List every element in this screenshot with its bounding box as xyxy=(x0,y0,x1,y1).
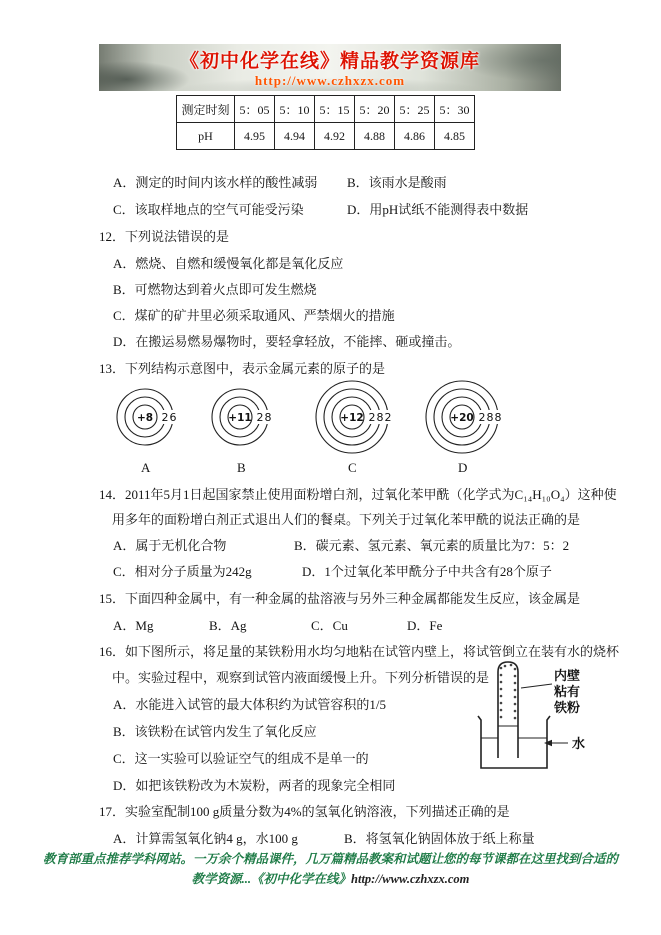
svg-text:8: 8 xyxy=(486,411,494,424)
time-cell: 5：30 xyxy=(435,96,475,123)
svg-text:+11: +11 xyxy=(228,412,252,424)
svg-text:8: 8 xyxy=(264,411,272,424)
time-cell: 5：20 xyxy=(355,96,395,123)
site-banner xyxy=(99,44,561,91)
table-header-ph: pH xyxy=(177,123,235,150)
q14-option-d: D．1个过氧化苯甲酰分子中共含有28个原子 xyxy=(302,564,552,579)
svg-text:+8: +8 xyxy=(136,412,154,424)
q14-option-a: A．属于无机化合物 xyxy=(113,538,227,553)
q11-option-b: B．该雨水是酸雨 xyxy=(347,175,447,190)
q14-option-b: B．碳元素、氢元素、氧元素的质量比为7：5：2 xyxy=(294,538,570,553)
q16-stem-line2: 中。实验过程中，观察到试管内液面缓慢上升。下列分析错误的是 xyxy=(112,670,490,685)
svg-text:6: 6 xyxy=(169,411,177,424)
atom-diagram-a xyxy=(117,389,178,445)
table-header-time: 测定时刻 xyxy=(177,96,235,123)
q14-stem-line2: 用多年的面粉增白剂正式退出人们的餐桌。下列关于过氧化苯甲酰的说法正确的是 xyxy=(112,512,581,527)
atom-label-a: A xyxy=(141,460,151,475)
time-cell: 5：10 xyxy=(275,96,315,123)
q12-option-a: A．燃烧、自燃和缓慢氧化都是氧化反应 xyxy=(113,256,344,271)
time-cell: 5：05 xyxy=(235,96,275,123)
q16-option-d: D．如把该铁粉改为木炭粉，两者的现象完全相同 xyxy=(113,778,396,793)
q11-option-c: C．该取样地点的空气可能受污染 xyxy=(113,202,304,217)
q17-option-a: A．计算需氢氧化钠4 g，水100 g xyxy=(113,831,298,846)
atom-label-c: C xyxy=(348,460,357,475)
water-label-callout xyxy=(544,736,585,751)
banner-url-link[interactable]: http://www.czhxzx.com xyxy=(254,73,406,88)
wall-label-line3: 铁粉 xyxy=(554,700,581,715)
svg-text:2: 2 xyxy=(256,411,264,424)
water-label: 水 xyxy=(572,736,586,751)
banner-title: 《初中化学在线》精品教学资源库 xyxy=(179,51,480,72)
q12-option-d: D．在搬运易燃易爆物时，要轻拿轻放，不能摔、砸或撞击。 xyxy=(113,334,461,349)
q12-option-b: B．可燃物达到着火点即可发生燃烧 xyxy=(113,282,317,297)
q15-option-b: B．Ag xyxy=(209,618,247,633)
ph-cell: 4.85 xyxy=(435,123,475,150)
q17-stem: 17．实验室配制100 g质量分数为4%的氢氧化钠溶液，下列描述正确的是 xyxy=(99,804,510,819)
wall-label-line1: 内壁 xyxy=(554,668,581,683)
ph-cell: 4.95 xyxy=(235,123,275,150)
beaker-outline xyxy=(478,716,550,768)
footer-line2-text: 教学资源...《初中化学在线》 xyxy=(191,872,352,886)
wall-label-line2: 粘有 xyxy=(554,684,581,699)
ph-cell: 4.94 xyxy=(275,123,315,150)
q15-option-d: D．Fe xyxy=(407,618,443,633)
q17-option-b: B．将氢氧化钠固体放于纸上称量 xyxy=(344,831,535,846)
svg-text:2: 2 xyxy=(368,411,376,424)
q16-option-a: A．水能进入试管的最大体积约为试管容积的1/5 xyxy=(113,697,387,712)
time-cell: 5：15 xyxy=(315,96,355,123)
svg-text:2: 2 xyxy=(161,411,169,424)
ph-cell: 4.92 xyxy=(315,123,355,150)
q16-option-c: C．这一实验可以验证空气的组成不是单一的 xyxy=(113,751,369,766)
q15-option-a: A．Mg xyxy=(113,618,154,633)
q11-option-a: A．测定的时间内该水样的酸性减弱 xyxy=(113,175,318,190)
svg-text:+20: +20 xyxy=(450,412,474,424)
time-cell: 5：25 xyxy=(395,96,435,123)
atom-diagram-b xyxy=(212,389,273,445)
atom-label-b: B xyxy=(237,460,246,475)
ph-cell: 4.86 xyxy=(395,123,435,150)
svg-text:8: 8 xyxy=(494,411,502,424)
atomic-structure-diagrams xyxy=(100,378,514,456)
footer-line1: 教育部重点推荐学科网站。一万余个精品课件，几万篇精品教案和试题让您的每节课都在这里找到合适的 xyxy=(42,852,618,866)
q13-stem: 13．下列结构示意图中，表示金属元素的原子的是 xyxy=(99,361,386,376)
q16-option-b: B．该铁粉在试管内发生了氧化反应 xyxy=(113,724,317,739)
iron-powder-dots xyxy=(500,664,517,720)
q15-stem: 15．下面四种金属中，有一种金属的盐溶液与另外三种金属都能发生反应，该金属是 xyxy=(99,591,581,606)
ph-cell: 4.88 xyxy=(355,123,395,150)
atom-diagram-d xyxy=(426,381,503,453)
svg-text:+12: +12 xyxy=(340,412,364,424)
footer-line2 xyxy=(0,869,661,887)
q14-stem-line1: 14．2011年5月1日起国家禁止使用面粉增白剂，过氧化苯甲酰（化学式为C₁₄H₁₀O₄）这种使 xyxy=(99,487,617,502)
q16-stem-line1: 16．如下图所示，将足量的某铁粉用水均匀地粘在试管内壁上，将试管倒立在装有水的烧杯 xyxy=(99,644,620,659)
q14-option-c: C．相对分子质量为242g xyxy=(113,564,252,579)
arrow-left-icon xyxy=(544,740,552,746)
svg-text:2: 2 xyxy=(478,411,486,424)
wall-label-callout xyxy=(521,668,580,715)
atom-label-d: D xyxy=(458,460,468,475)
q12-stem: 12．下列说法错误的是 xyxy=(99,229,230,244)
footer-url-link[interactable]: http://www.czhxzx.com xyxy=(351,872,470,886)
svg-text:2: 2 xyxy=(384,411,392,424)
table-row xyxy=(177,123,475,150)
q12-option-c: C．煤矿的矿井里必须采取通风、严禁烟火的措施 xyxy=(113,308,395,323)
atom-diagram-c xyxy=(316,381,393,453)
table-row xyxy=(177,96,475,123)
q11-option-d: D．用pH试纸不能测得表中数据 xyxy=(347,202,529,217)
svg-text:8: 8 xyxy=(376,411,384,424)
q15-option-c: C．Cu xyxy=(311,618,348,633)
ph-measurement-table xyxy=(176,95,475,150)
test-tube-beaker-diagram xyxy=(468,656,660,781)
